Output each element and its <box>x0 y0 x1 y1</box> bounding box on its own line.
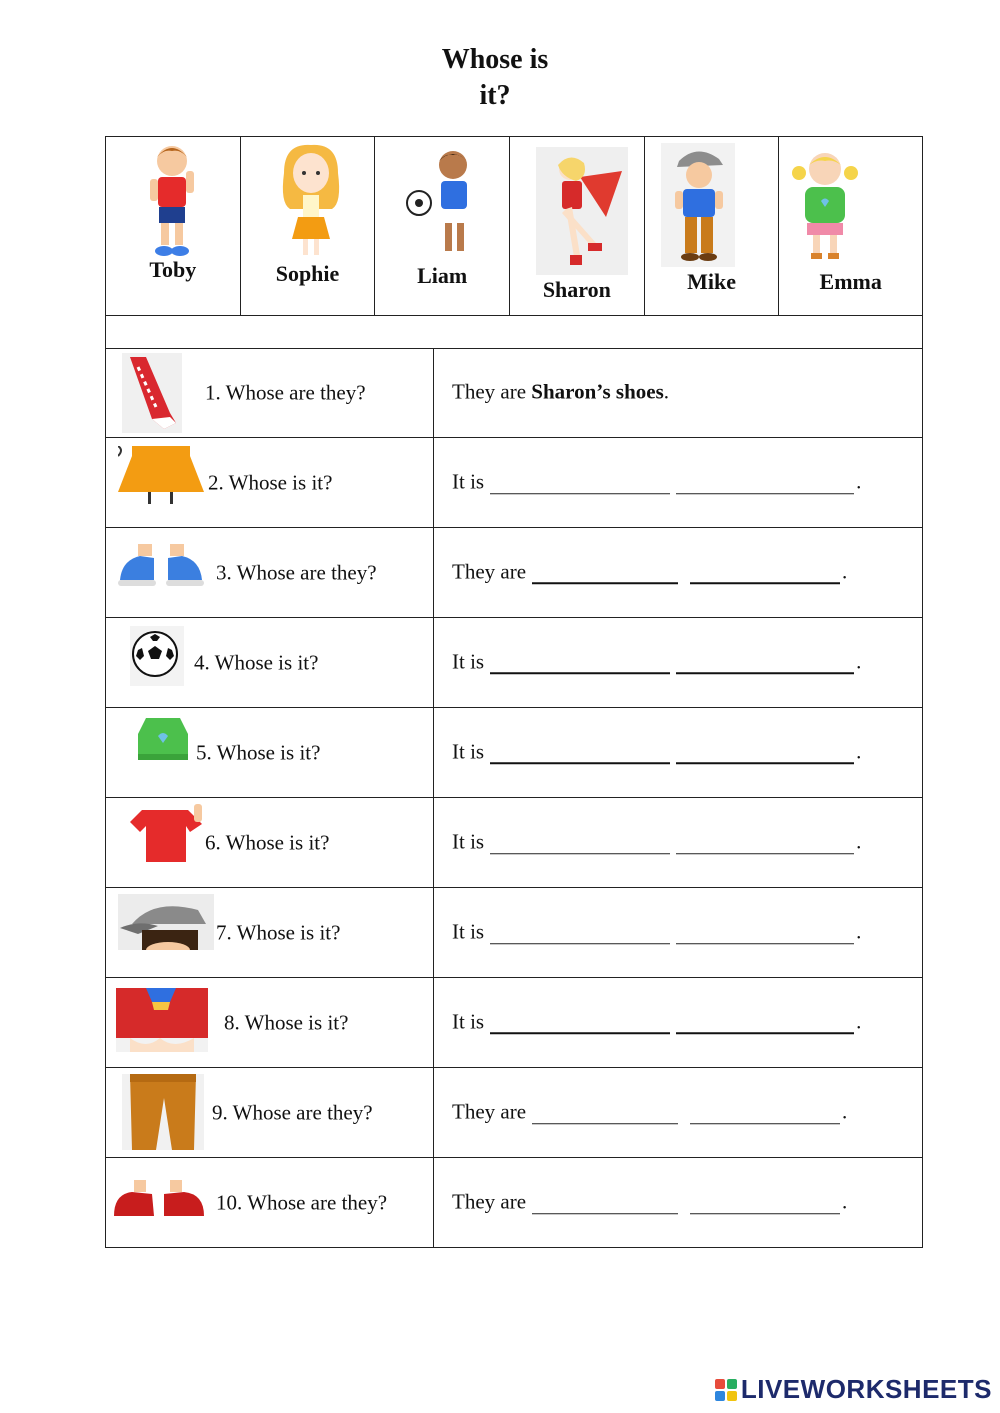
answer-prefix: It is <box>452 648 485 673</box>
question-cell <box>106 888 434 977</box>
answer-prefix: It is <box>452 738 485 763</box>
question-text: 10. Whose are they? <box>216 1190 388 1214</box>
character-liam <box>375 137 510 315</box>
question-text: 7. Whose is it? <box>216 920 341 944</box>
answer-cell <box>434 798 922 887</box>
question-cell <box>106 438 434 527</box>
answer-blank-1[interactable] <box>532 562 678 584</box>
answer-suffix: . <box>856 738 862 763</box>
answer-blank-2[interactable] <box>676 1012 854 1034</box>
character-sharon <box>510 137 645 315</box>
logo-square-yellow <box>727 1391 737 1401</box>
answer-text <box>452 829 861 854</box>
question-row-7 <box>105 888 923 978</box>
question-row-3 <box>105 528 923 618</box>
answer-suffix: . <box>856 468 862 493</box>
question-row-9 <box>105 1068 923 1158</box>
question-text: 9. Whose are they? <box>212 1100 373 1124</box>
answer-cell <box>434 1158 922 1247</box>
character-name: Emma <box>819 269 882 294</box>
logo-square-red <box>715 1379 725 1389</box>
answer-blank-2[interactable] <box>676 923 854 944</box>
question-cell <box>106 618 434 707</box>
blue-shoes-icon <box>116 544 206 590</box>
red-dress-icon <box>116 988 208 1052</box>
answer-blank-1[interactable] <box>490 923 670 944</box>
answer-blank-1[interactable] <box>490 473 670 494</box>
character-sophie <box>241 137 376 315</box>
boy-mike-cap-icon <box>661 143 735 267</box>
question-row-1 <box>105 348 923 438</box>
girl-sophie-icon <box>276 143 346 261</box>
character-name: Toby <box>149 257 197 282</box>
question-text: 4. Whose is it? <box>194 650 319 674</box>
skirt-icon <box>118 446 204 506</box>
character-row <box>105 136 923 316</box>
logo-square-blue <box>715 1391 725 1401</box>
answer-suffix: . <box>856 1008 862 1033</box>
title-line-2: it? <box>479 80 511 111</box>
answer-blank-1[interactable] <box>532 1193 678 1214</box>
red-shoes-icon <box>110 1180 208 1222</box>
question-cell <box>106 528 434 617</box>
girl-sharon-superhero-icon <box>536 147 628 275</box>
question-cell <box>106 978 434 1067</box>
question-text: 8. Whose is it? <box>224 1010 349 1034</box>
answer-text <box>452 379 669 404</box>
answer-blank-2[interactable] <box>676 652 854 674</box>
answer-suffix: . <box>842 558 848 583</box>
answer-prefix: It is <box>452 468 485 493</box>
question-text: 2. Whose is it? <box>208 470 333 494</box>
spacer-row <box>105 315 923 349</box>
cap-icon <box>118 894 214 950</box>
red-tshirt-icon <box>128 802 208 864</box>
brand-text: LIVEWORKSHEETS <box>740 1374 992 1404</box>
answer-prefix: They are <box>452 379 527 404</box>
question-row-8 <box>105 978 923 1068</box>
character-name: Sophie <box>275 261 340 286</box>
answer-blank-2[interactable] <box>690 1193 840 1214</box>
question-row-4 <box>105 618 923 708</box>
answer-cell <box>434 438 922 527</box>
answer-text <box>452 1099 847 1124</box>
answer-text <box>452 919 861 944</box>
question-text: 5. Whose is it? <box>196 740 321 764</box>
answer-blank-1[interactable] <box>490 833 670 854</box>
character-name: Liam <box>417 263 468 288</box>
question-cell <box>106 708 434 797</box>
answer-blank-2[interactable] <box>676 473 854 494</box>
answer-suffix: . <box>856 828 862 853</box>
character-name: Sharon <box>542 277 611 302</box>
trousers-icon <box>122 1074 204 1150</box>
boy-toby-icon <box>144 141 204 259</box>
answer-text <box>452 1189 847 1214</box>
answer-blank-2[interactable] <box>690 1103 840 1124</box>
character-toby <box>106 137 241 315</box>
character-emma <box>779 137 922 315</box>
question-row-10 <box>105 1158 923 1248</box>
page-title <box>0 42 990 114</box>
question-cell <box>106 798 434 887</box>
question-row-5 <box>105 708 923 798</box>
answer-cell <box>434 349 922 437</box>
answer-blank-1[interactable] <box>490 742 670 764</box>
answer-prefix: It is <box>452 1008 485 1033</box>
boy-liam-football-icon <box>405 147 485 259</box>
answer-cell <box>434 888 922 977</box>
question-text: 6. Whose is it? <box>205 830 330 854</box>
title-line-1: Whose is <box>441 44 549 75</box>
answer-suffix: . <box>842 1098 848 1123</box>
answer-cell <box>434 1068 922 1157</box>
answer-cell <box>434 528 922 617</box>
answer-bold: Sharon’s shoes <box>531 379 664 404</box>
answer-cell <box>434 978 922 1067</box>
answer-prefix: It is <box>452 918 485 943</box>
girl-emma-icon <box>791 149 859 265</box>
question-text: 1. Whose are they? <box>205 380 366 405</box>
football-icon <box>130 626 184 686</box>
answer-blank-2[interactable] <box>690 562 840 584</box>
answer-cell <box>434 618 922 707</box>
answer-blank-2[interactable] <box>676 833 854 854</box>
answer-prefix: They are <box>452 1098 527 1123</box>
answer-blank-1[interactable] <box>532 1103 678 1124</box>
question-row-6 <box>105 798 923 888</box>
question-cell <box>106 1158 434 1247</box>
answer-text <box>452 1009 861 1034</box>
answer-suffix: . <box>856 918 862 943</box>
green-sweater-icon <box>136 714 190 762</box>
liveworksheets-logo <box>715 1374 992 1405</box>
question-text: 3. Whose are they? <box>216 560 377 584</box>
question-cell <box>106 349 434 437</box>
answer-text <box>452 739 861 764</box>
brand-logo-icon <box>715 1379 737 1401</box>
question-cell <box>106 1068 434 1157</box>
answer-suffix: . <box>856 648 862 673</box>
answer-text <box>452 469 861 494</box>
character-name: Mike <box>687 269 736 294</box>
answer-prefix: It is <box>452 828 485 853</box>
answer-cell <box>434 708 922 797</box>
answer-blank-2[interactable] <box>676 742 854 764</box>
question-row-2 <box>105 438 923 528</box>
question-table <box>105 348 923 1248</box>
answer-prefix: They are <box>452 558 527 583</box>
answer-text <box>452 649 861 674</box>
logo-square-green <box>727 1379 737 1389</box>
sneaker-icon <box>122 353 182 433</box>
answer-prefix: They are <box>452 1188 527 1213</box>
answer-blank-1[interactable] <box>490 1012 670 1034</box>
answer-suffix: . <box>663 379 670 404</box>
answer-suffix: . <box>842 1188 848 1213</box>
character-mike <box>645 137 780 315</box>
answer-blank-1[interactable] <box>490 652 670 674</box>
answer-text <box>452 559 847 584</box>
